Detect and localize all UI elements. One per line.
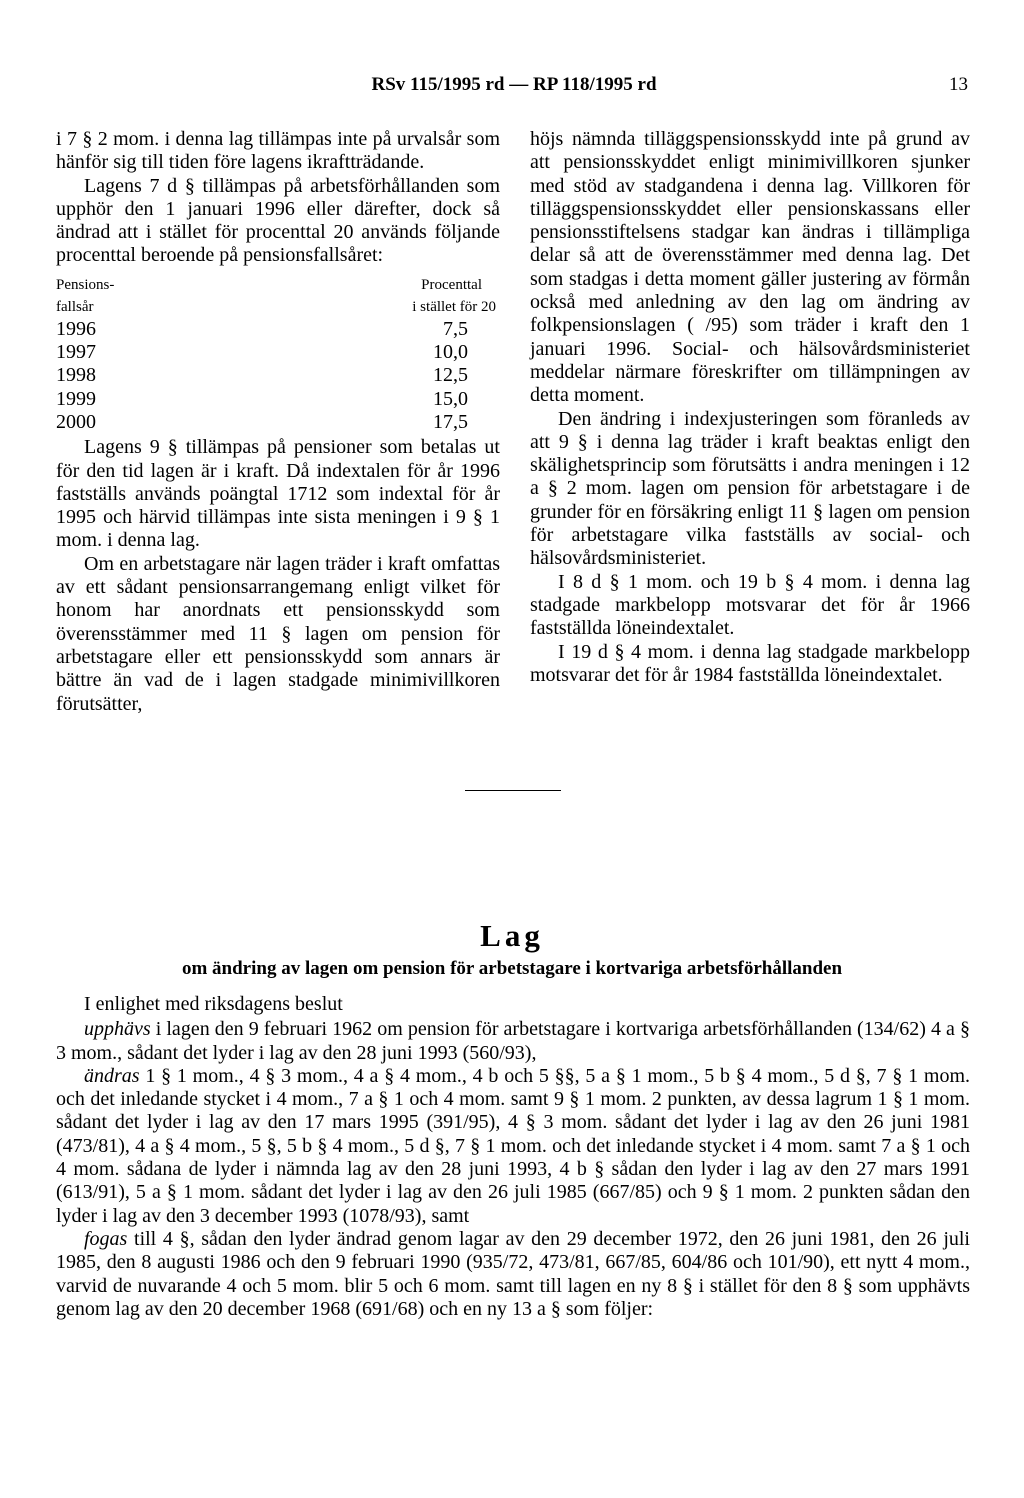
table-row — [56, 318, 496, 341]
law-subtitle: om ändring av lagen om pension för arbetstagare i kortvariga arbetsförhållanden — [181, 958, 843, 979]
table-cell-year: 1997 — [56, 341, 96, 364]
law-paragraph-andras — [56, 1065, 970, 1228]
header-title: RSv 115/1995 rd — RP 118/1995 rd — [371, 74, 657, 95]
left-paragraph-3: Lagens 9 § tillämpas på pensioner som betalas ut för den tid lagen är i kraft. Då indextalen för år 1996 fastställs används poängtal 1712 som indextal för år 1995 och härvid tillämpas inte sista meningen i 9 § 1 mom. i denna lag. — [56, 436, 500, 552]
table-row — [56, 364, 496, 387]
rate-table — [56, 274, 496, 434]
table-cell-value: 15,0 — [433, 387, 468, 410]
page-number: 13 — [949, 74, 968, 95]
table-header-left-2: fallsår — [56, 298, 94, 315]
law-paragraph-upphavs — [56, 1018, 970, 1065]
left-column — [56, 128, 500, 716]
law-title: Lag — [480, 918, 544, 953]
law-text-upphavs: i lagen den 9 februari 1962 om pension för arbetstagare i kortvariga arbetsförhållanden (134/62) 4 a § 3 mom., sådant det lyder i lag av den 28 juni 1993 (560/93), — [56, 1018, 970, 1064]
law-paragraph-fogas — [56, 1228, 970, 1321]
table-row — [56, 411, 496, 434]
keyword-andras: ändras — [84, 1064, 140, 1087]
left-paragraph-2: Lagens 7 d § tillämpas på arbetsförhållanden som upphör den 1 januari 1996 eller därefter, dock så ändrad att i stället för procenttal 20 används följande procenttal beroende på pensionsfallsåret: — [56, 174, 500, 267]
law-text-fogas: till 4 §, sådan den lyder ändrad genom lagar av den 29 december 1972, den 26 juni 1981, den 26 juli 1985, den 8 augusti 1986 och den 9 februari 1990 (935/72, 473/81, 667/85, 604/86 och 101/90), ett nytt 4 mom., varvid de nuvarande 4 och 5 mom. blir 5 och 6 mom. samt till lagen en ny 8 § i stället för den 8 § som upphävts genom lag av den 20 december 1968 (691/68) och en ny 13 a § som följer: — [56, 1227, 970, 1320]
table-header-right-1: Procenttal — [421, 276, 482, 293]
keyword-fogas: fogas — [84, 1227, 128, 1250]
table-cell-value: 10,0 — [433, 341, 468, 364]
page-header — [60, 72, 968, 102]
law-intro: I enlighet med riksdagens beslut — [84, 993, 343, 1015]
law-text-andras: 1 § 1 mom., 4 § 3 mom., 4 a § 4 mom., 4 b och 5 §§, 5 a § 1 mom., 5 b § 4 mom., 5 d §, 7 § 1 mom. och det inledande stycket i 4 mom., 7 a § 1 och 4 mom. samt 9 § 1 mom. 2 punkten, av dessa lagrum 1 § 1 mom. sådant det lyder i lag av den 17 mars 1995 (391/95), 4 § 3 mom. sådant det lyder i lag av den 26 juni 1981 (473/81), 4 a § 4 mom., 5 §, 5 b § 4 mom., 5 d §, 7 § 1 mom. och det inledande stycket i 4 mom. samt 7 a § 1 och 4 mom. sådana de lyder i nämnda lag av den 28 juni 1993, 4 b § sådan den lyder i lag av den 27 mars 1991 (613/91), 5 a § 1 mom. sådant det lyder i lag av den 26 juli 1985 (667/85) och 9 § 1 mom. 2 punkten sådan den lyder i lag av den 3 december 1993 (1078/93), samt — [56, 1064, 970, 1227]
table-row — [56, 341, 496, 364]
law-body — [56, 993, 970, 1321]
table-row — [56, 388, 496, 411]
table-cell-year: 1996 — [56, 317, 96, 340]
right-paragraph-1: höjs nämnda tilläggspensionsskydd inte på grund av att pensionsskyddet enligt minimivillkoren sjunker med stöd av stadgandena i denna lag. Villkoren för tilläggspensionsskyddet eller pensionskassans eller pensionsstiftelsens stadgar kan ändras i tillämpliga delar så att de överensstämmer med denna lag. Det som stadgas i detta moment gäller justering av förmån också med anledning av den lag om ändring av folkpensionslagen ( /95) som träder i kraft den 1 januari 1996. Social- och hälsovårdsministeriet meddelar närmare föreskrifter om tillämpningen av detta moment. — [530, 128, 970, 407]
table-cell-year: 1999 — [56, 387, 96, 410]
table-cell-value: 12,5 — [433, 364, 468, 387]
right-paragraph-3: I 8 d § 1 mom. och 19 b § 4 mom. i denna lag stadgade markbelopp motsvarar det för år 1966 fastställda löneindextalet. — [530, 570, 970, 640]
table-cell-value: 7,5 — [443, 317, 468, 340]
right-column — [530, 128, 970, 687]
table-cell-value: 17,5 — [433, 410, 468, 433]
section-divider — [465, 790, 561, 791]
keyword-upphavs: upphävs — [84, 1018, 151, 1041]
right-paragraph-4: I 19 d § 4 mom. i denna lag stadgade markbelopp motsvarar det för år 1984 fastställda löneindextalet. — [530, 640, 970, 686]
left-paragraph-4: Om en arbetstagare när lagen träder i kraft omfattas av ett sådant pensionsarrangemang enligt vilket för honom har anordnats ett pensionsskydd som överensstämmer med 11 § lagen om pension för arbetstagare eller ett pensionsskydd som annars är bättre än vad de i lagen stadgade minimivillkoren förutsätter, — [56, 552, 500, 715]
table-header-right-2: i stället för 20 — [412, 298, 496, 315]
left-paragraph-1: i 7 § 2 mom. i denna lag tillämpas inte på urvalsår som hänför sig till tiden före lagens ikraftträdande. — [56, 128, 500, 174]
right-paragraph-2: Den ändring i indexjusteringen som föranleds av att 9 § i denna lag träder i kraft beaktas enligt den skälighetsprincip som förutsätts i andra meningen i 12 a § 2 mom. lagen om pension för arbetstagare i de grunder för en försäkring enligt 11 § lagen om pension för arbetstagare vilka fastställs av social- och hälsovårdsministeriet. — [530, 407, 970, 570]
table-cell-year: 1998 — [56, 364, 96, 387]
table-cell-year: 2000 — [56, 410, 96, 433]
table-header-left-1: Pensions- — [56, 276, 115, 293]
